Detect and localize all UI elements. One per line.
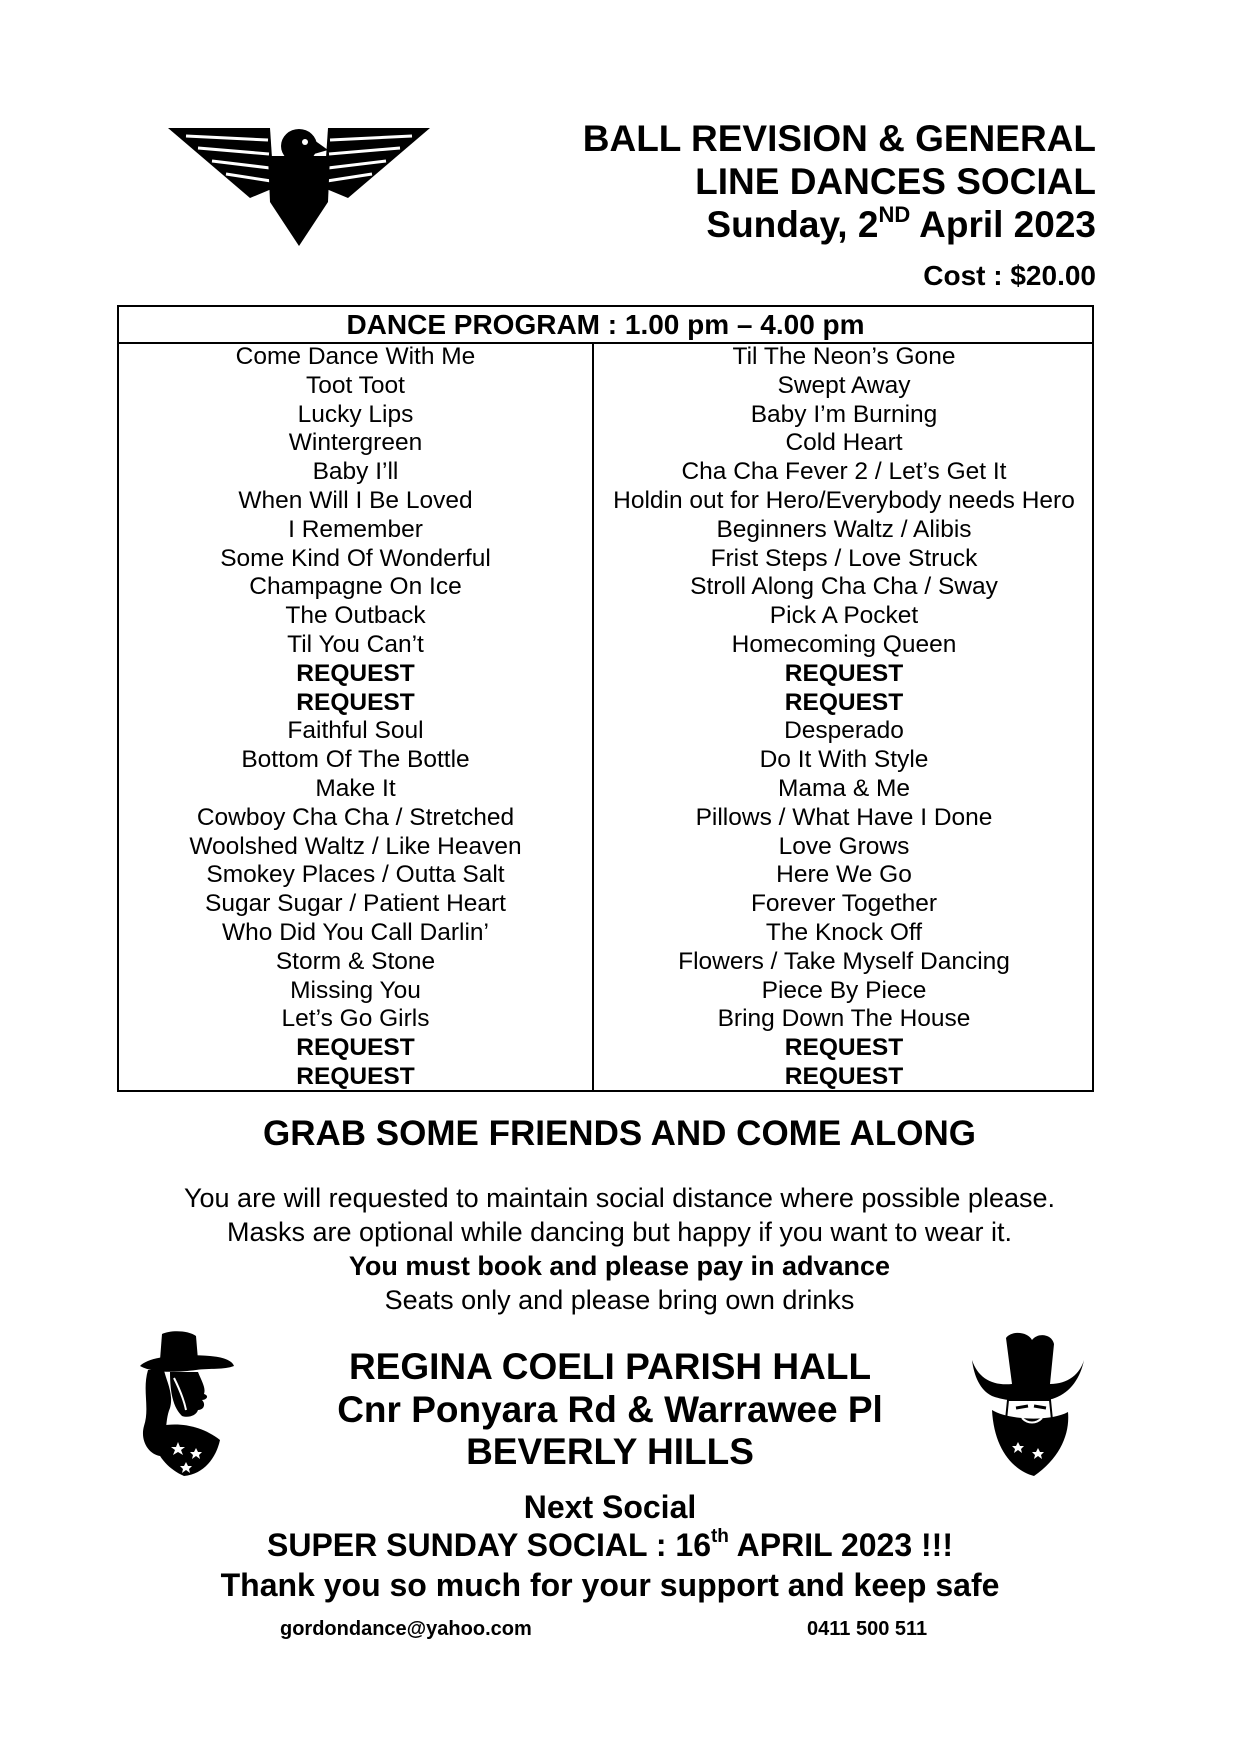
date-month-year: April 2023 (910, 204, 1096, 245)
dance-item: Bring Down The House (717, 1005, 971, 1033)
dance-item: Come Dance With Me (235, 343, 476, 370)
next-social-event (0, 1526, 1220, 1564)
notice-social-distance: You are will requested to maintain social distance where possible please. (183, 1183, 1055, 1213)
next-social-date-superscript: th (710, 1526, 729, 1548)
dance-item: Do It With Style (759, 746, 929, 774)
event-title-line-2: LINE DANCES SOCIAL (695, 161, 1096, 202)
dance-item: Holdin out for Hero/Everybody needs Hero (613, 486, 1075, 514)
dance-item: When Will I Be Loved (238, 486, 473, 514)
dance-list-left (119, 343, 592, 1092)
dance-item: Make It (315, 774, 396, 802)
dance-item: The Knock Off (765, 918, 923, 946)
dance-item: Til You Can’t (287, 630, 424, 658)
dance-item: Pillows / What Have I Done (695, 803, 993, 831)
dance-item: Cowboy Cha Cha / Stretched (196, 803, 515, 831)
dance-list-right (594, 343, 1094, 1092)
dance-item: Who Did You Call Darlin’ (222, 918, 489, 946)
dance-item: Here We Go (776, 861, 912, 889)
date-suffix-superscript: ND (878, 201, 911, 227)
event-date (706, 201, 1096, 246)
event-title-line-1: BALL REVISION & GENERAL (582, 118, 1096, 159)
notice-booking: You must book and please pay in advance (348, 1251, 891, 1281)
dance-item: Pick A Pocket (769, 602, 919, 630)
request-slot: REQUEST (296, 1062, 415, 1090)
dance-item: The Outback (285, 602, 426, 630)
dance-item: Piece By Piece (761, 976, 927, 1004)
request-slot: REQUEST (784, 659, 904, 687)
dance-item: Flowers / Take Myself Dancing (678, 947, 1010, 975)
next-social-prefix: SUPER SUNDAY SOCIAL : 16 (267, 1527, 711, 1563)
dance-item: Mama & Me (777, 774, 911, 802)
request-slot: REQUEST (296, 659, 415, 687)
next-social-suffix: APRIL 2023 !!! (728, 1527, 953, 1563)
dance-item: Cha Cha Fever 2 / Let’s Get It (681, 458, 1007, 486)
dance-item: Missing You (290, 976, 421, 1004)
event-cost: Cost : $20.00 (923, 260, 1096, 291)
contact-phone: 0411 500 511 (807, 1618, 928, 1640)
dance-item: Lucky Lips (297, 400, 414, 428)
dance-item: Baby I’m Burning (750, 400, 938, 428)
dance-item: Forever Together (750, 890, 938, 918)
dance-item: Til The Neon’s Gone (732, 343, 956, 370)
dance-item: Desperado (784, 717, 904, 745)
dance-program-table (117, 305, 1094, 1092)
dance-item: Cold Heart (785, 429, 903, 457)
request-slot: REQUEST (296, 688, 415, 716)
venue-address: Cnr Ponyara Rd & Warrawee Pl (337, 1389, 883, 1430)
dance-item: Let’s Go Girls (281, 1005, 430, 1033)
date-prefix: Sunday, 2 (706, 204, 879, 245)
dance-item: Some Kind Of Wonderful (220, 544, 491, 572)
dance-item: Love Grows (778, 832, 910, 860)
request-slot: REQUEST (784, 688, 904, 716)
headline-grab-friends: GRAB SOME FRIENDS AND COME ALONG (263, 1114, 976, 1153)
next-social-label: Next Social (523, 1489, 697, 1525)
request-slot: REQUEST (784, 1062, 904, 1090)
request-slot: REQUEST (296, 1034, 415, 1062)
contact-email[interactable]: gordondance@yahoo.com (280, 1618, 532, 1640)
dance-item: Bottom Of The Bottle (241, 746, 470, 774)
dance-item: Baby I’ll (312, 458, 399, 486)
dance-item: Smokey Places / Outta Salt (206, 861, 505, 889)
request-slot: REQUEST (784, 1034, 904, 1062)
dance-item: Stroll Along Cha Cha / Sway (690, 573, 998, 601)
dance-item: Frist Steps / Love Struck (710, 544, 978, 572)
venue-suburb: BEVERLY HILLS (466, 1431, 754, 1472)
dance-item: Storm & Stone (275, 947, 436, 975)
dance-program-header: DANCE PROGRAM : 1.00 pm – 4.00 pm (119, 307, 1092, 344)
dance-item: Wintergreen (288, 429, 423, 457)
venue-name: REGINA COELI PARISH HALL (348, 1346, 872, 1387)
dance-item: Champagne On Ice (249, 573, 462, 601)
dance-item: Swept Away (777, 371, 911, 399)
dance-item: Sugar Sugar / Patient Heart (205, 890, 506, 918)
dance-item: I Remember (288, 515, 423, 543)
notice-masks: Masks are optional while dancing but happy if you want to wear it. (227, 1217, 1012, 1247)
eagle-icon (168, 128, 430, 246)
dance-item: Beginners Waltz / Alibis (716, 515, 972, 543)
thank-you-message: Thank you so much for your support and keep safe (220, 1567, 1000, 1603)
dance-item: Toot Toot (306, 371, 405, 399)
dance-item: Woolshed Waltz / Like Heaven (189, 832, 522, 860)
dance-item: Faithful Soul (287, 717, 424, 745)
dance-item: Homecoming Queen (731, 630, 957, 658)
notice-seats: Seats only and please bring own drinks (384, 1285, 855, 1315)
